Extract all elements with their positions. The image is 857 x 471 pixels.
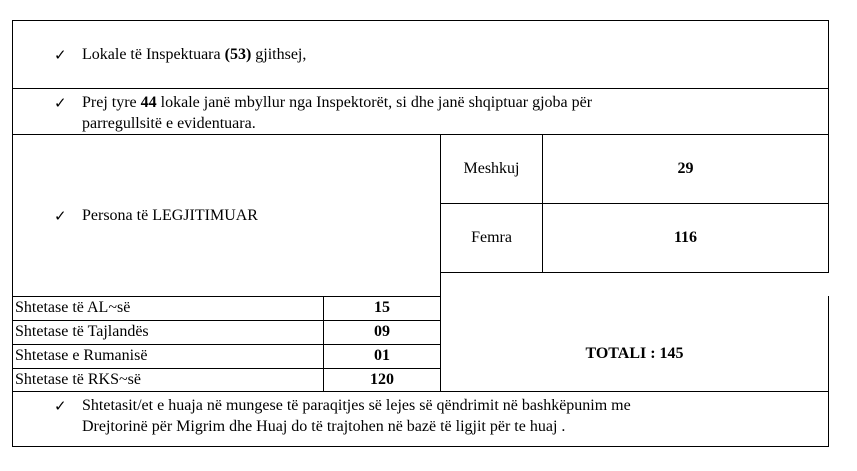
check-icon: ✓ — [54, 94, 67, 112]
citizens-row-divider-1 — [12, 320, 441, 321]
inspected-count: (53) — [224, 46, 252, 63]
gender-bottom-border — [440, 272, 829, 273]
citizens-row-divider-3 — [12, 368, 441, 369]
citizen-value: 15 — [374, 299, 390, 316]
check-icon: ✓ — [54, 207, 67, 225]
footer-note-line2: Drejtorinë për Migrim dhe Huaj do të trajtohen në bazë të ligjit për te huaj . — [82, 418, 566, 435]
row-divider-1 — [12, 88, 829, 89]
inspected-suffix: gjithsej, — [251, 46, 307, 63]
total-label: TOTALI : 145 — [585, 345, 684, 362]
citizen-value: 01 — [374, 347, 390, 364]
closed-count: 44 — [140, 94, 157, 111]
citizens-top-border — [12, 296, 441, 297]
closed-premises-text — [82, 93, 592, 113]
row-divider-2 — [12, 134, 829, 135]
persons-identified-label: Persona të LEGJITIMUAR — [82, 207, 258, 224]
check-icon: ✓ — [54, 397, 67, 415]
citizen-label: Shtetase e Rumanisë — [15, 347, 148, 364]
table-border-right-lower — [828, 296, 829, 447]
closed-suffix: lokale janë mbyllur nga Inspektorët, si dhe janë shqiptuar gjoba për — [156, 94, 593, 111]
closed-prefix: Prej tyre — [82, 94, 141, 111]
inspected-premises-text — [82, 45, 306, 65]
gender-female-label: Femra — [471, 229, 512, 246]
citizens-row-divider-2 — [12, 344, 441, 345]
footer-note-line1: Shtetasit/et e huaja në mungese të paraqitjes së lejes së qëndrimit në bashkëpunim me — [82, 397, 631, 414]
citizen-value: 09 — [374, 323, 390, 340]
gender-row-divider — [440, 203, 829, 204]
closed-premises-text-line2: parregullsitë e evidentuara. — [82, 115, 256, 132]
inspected-label: Lokale të Inspektuara — [82, 46, 225, 63]
gender-male-label: Meshkuj — [463, 160, 520, 177]
citizen-label: Shtetase të Tajlandës — [15, 323, 149, 340]
citizen-value: 120 — [370, 371, 394, 388]
gender-male-value: 29 — [677, 160, 694, 177]
table-border-right-upper — [828, 20, 829, 273]
citizen-label: Shtetase të AL~së — [15, 299, 131, 316]
check-icon: ✓ — [54, 46, 67, 64]
citizen-label: Shtetase të RKS~së — [15, 371, 141, 388]
table-border-bottom — [12, 446, 829, 447]
table-border-left — [12, 20, 13, 447]
table-border-top — [12, 20, 829, 21]
footer-top-border — [12, 391, 829, 392]
gender-female-value: 116 — [673, 229, 698, 246]
